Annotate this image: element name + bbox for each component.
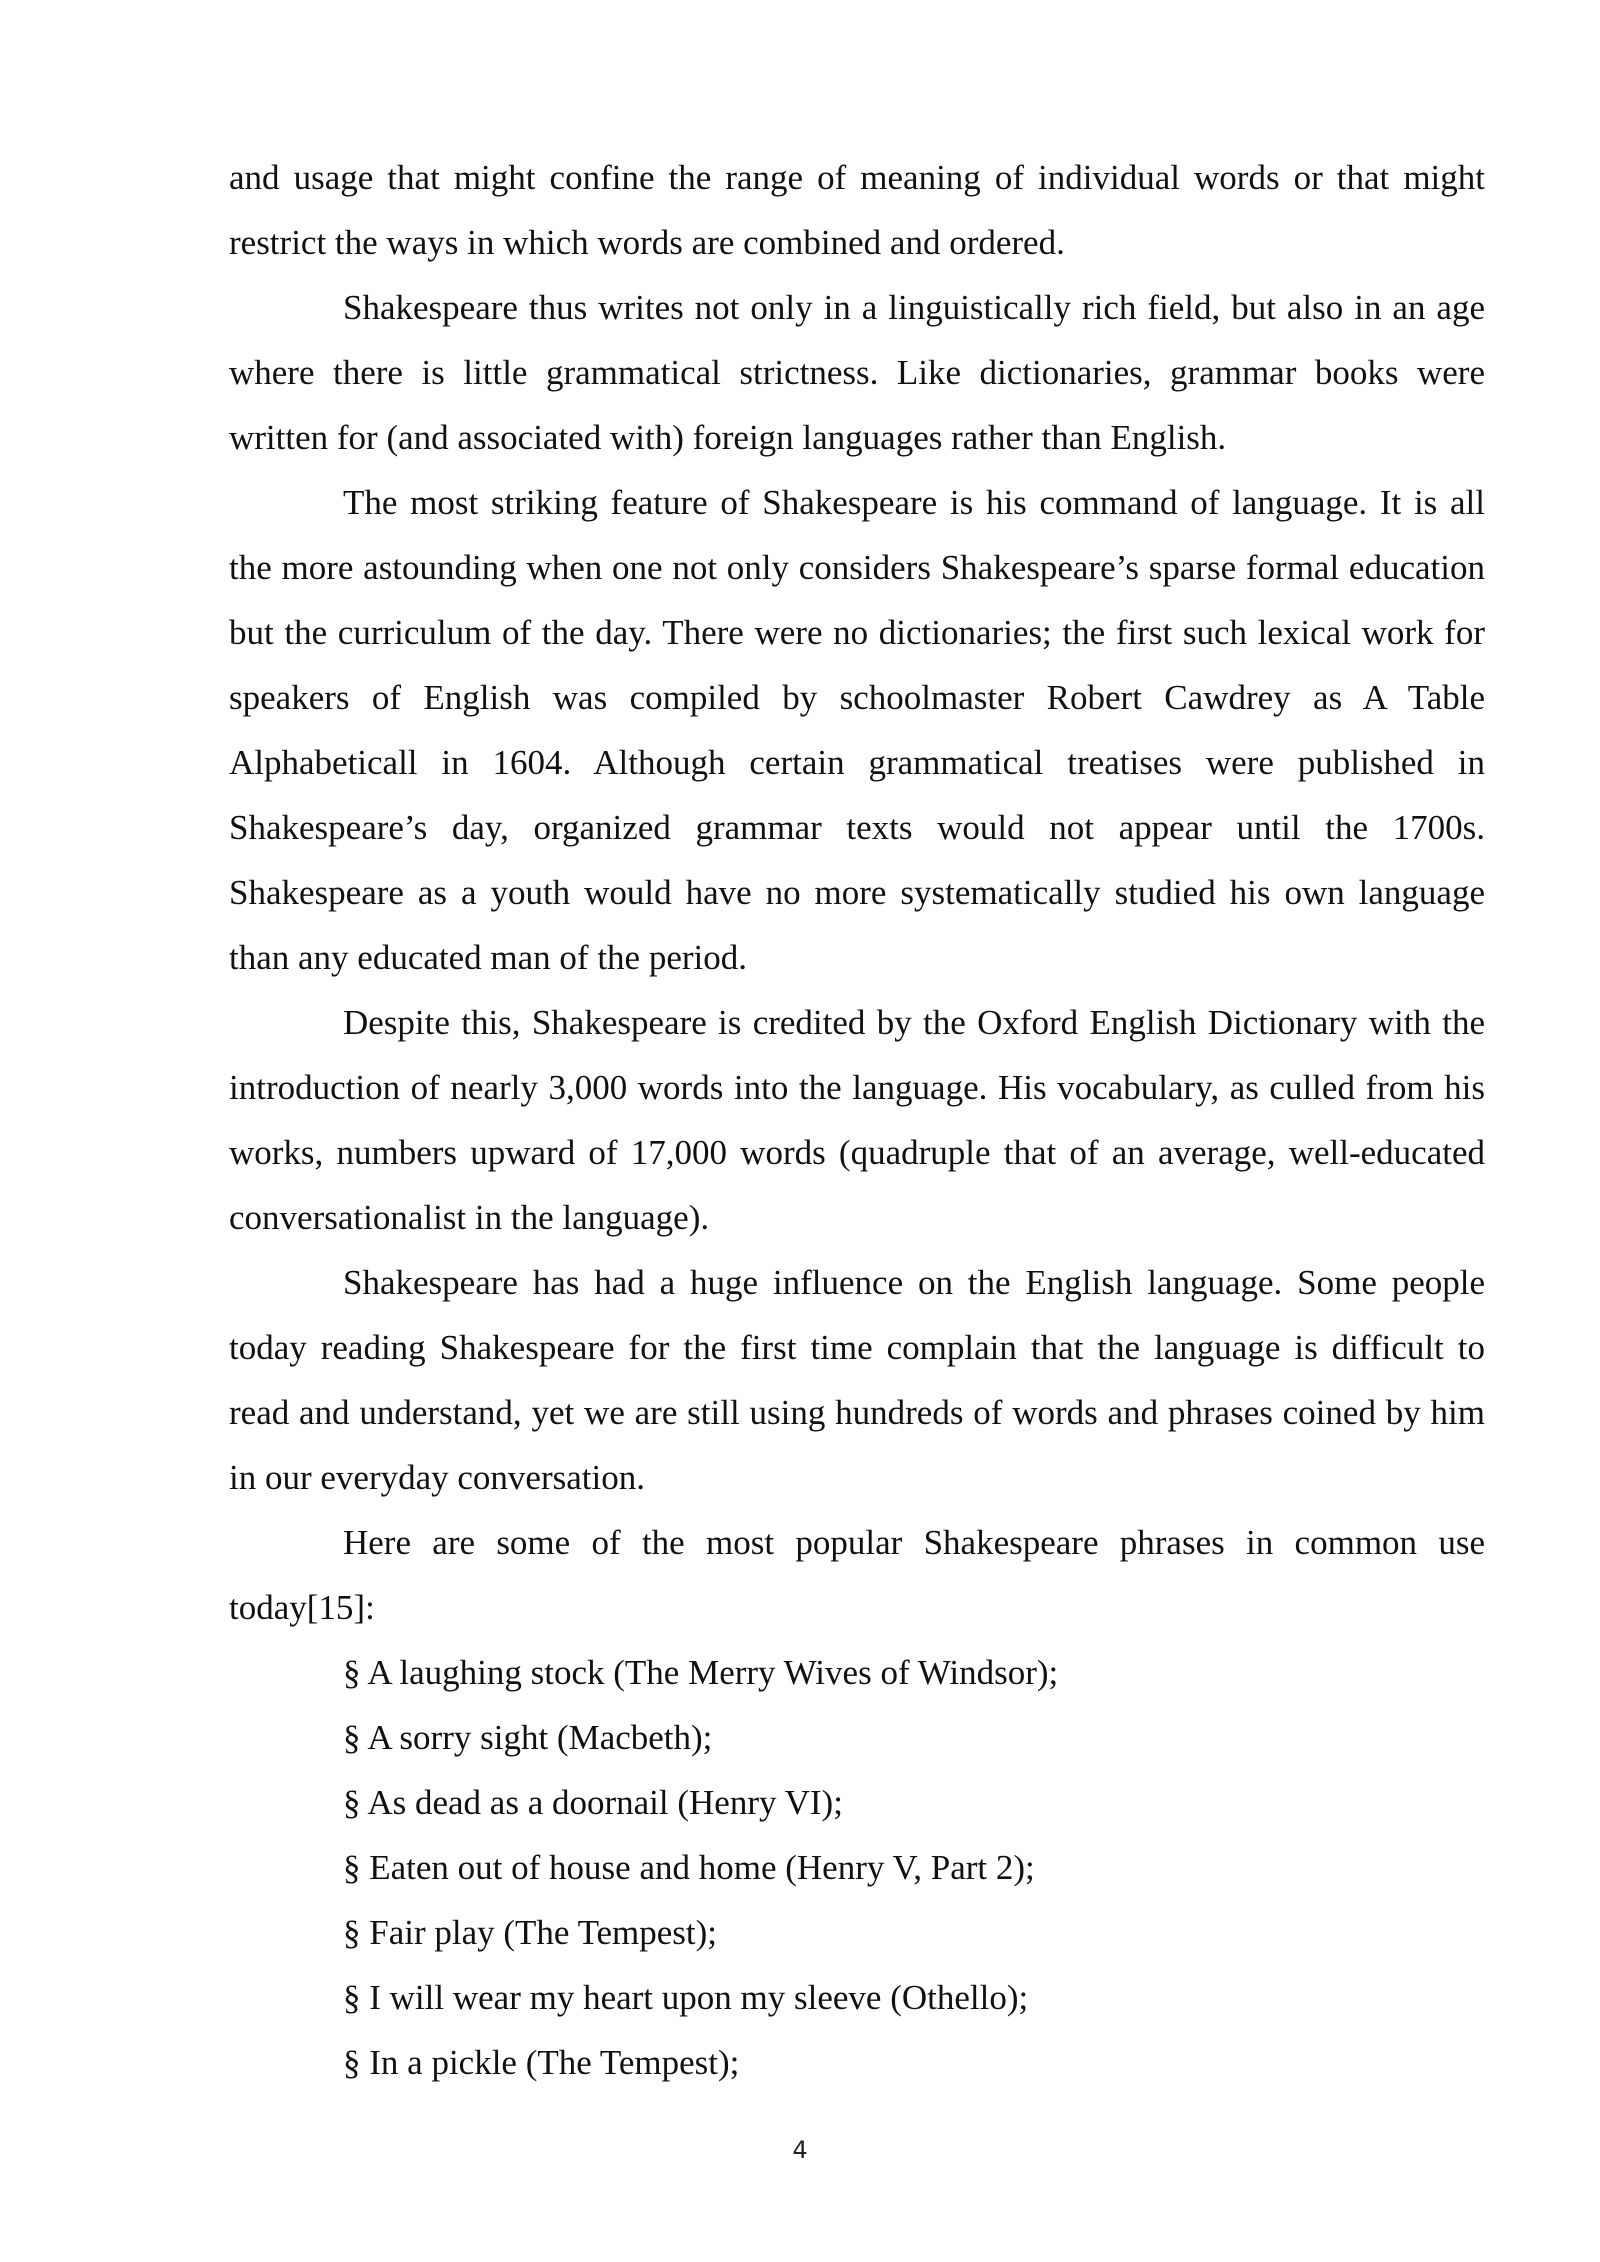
paragraph-oxford-dictionary: Despite this, Shakespeare is credited by the Oxford English Dictionary with the introduction of nearly 3,000 words into the language. His vocabulary, as culled from his works, numbers upward of 17,000 words (quadruple that of an average, well-educated conversationalist in the language).	[229, 1003, 1485, 1237]
paragraph-continuation: and usage that might confine the range of meaning of individual words or that might restrict the ways in which words are combined and ordered.	[229, 158, 1485, 262]
list-item: § Fair play (The Tempest);	[343, 1913, 718, 1952]
list-item: § In a pickle (The Tempest);	[343, 2043, 740, 2082]
page-number: 4	[792, 2136, 808, 2164]
page-body	[229, 145, 1485, 2095]
paragraph-popular-phrases-intro: Here are some of the most popular Shakespeare phrases in common use today[15]:	[229, 1523, 1485, 1627]
list-item: § A sorry sight (Macbeth);	[343, 1718, 713, 1757]
list-item: § As dead as a doornail (Henry VI);	[343, 1783, 843, 1822]
list-item: § Eaten out of house and home (Henry V, Part 2);	[343, 1848, 1035, 1887]
paragraph-command-of-language: The most striking feature of Shakespeare is his command of language. It is all the more astounding when one not only considers Shakespeare’s sparse formal education but the curriculum of the day. There were no dictionaries; the first such lexical work for speakers of English was compiled by schoolmaster Robert Cawdrey as A Table Alphabeticall in 1604. Although certain grammatical treatises were published in Shakespeare’s day, organized grammar texts would not appear until the 1700s. Shakespeare as a youth would have no more systematically studied his own language than any educated man of the period.	[229, 483, 1485, 977]
paragraph-influence: Shakespeare has had a huge influence on the English language. Some people today reading Shakespeare for the first time complain that the language is difficult to read and understand, yet we are still using hundreds of words and phrases coined by him in our everyday conversation.	[229, 1263, 1485, 1497]
phrase-list	[229, 1640, 1485, 2095]
paragraph-grammatical-strictness: Shakespeare thus writes not only in a linguistically rich field, but also in an age where there is little grammatical strictness. Like dictionaries, grammar books were written for (and associated with) foreign languages rather than English.	[229, 288, 1485, 457]
list-item: § A laughing stock (The Merry Wives of Windsor);	[343, 1653, 1059, 1692]
list-item: § I will wear my heart upon my sleeve (Othello);	[343, 1978, 1029, 2017]
